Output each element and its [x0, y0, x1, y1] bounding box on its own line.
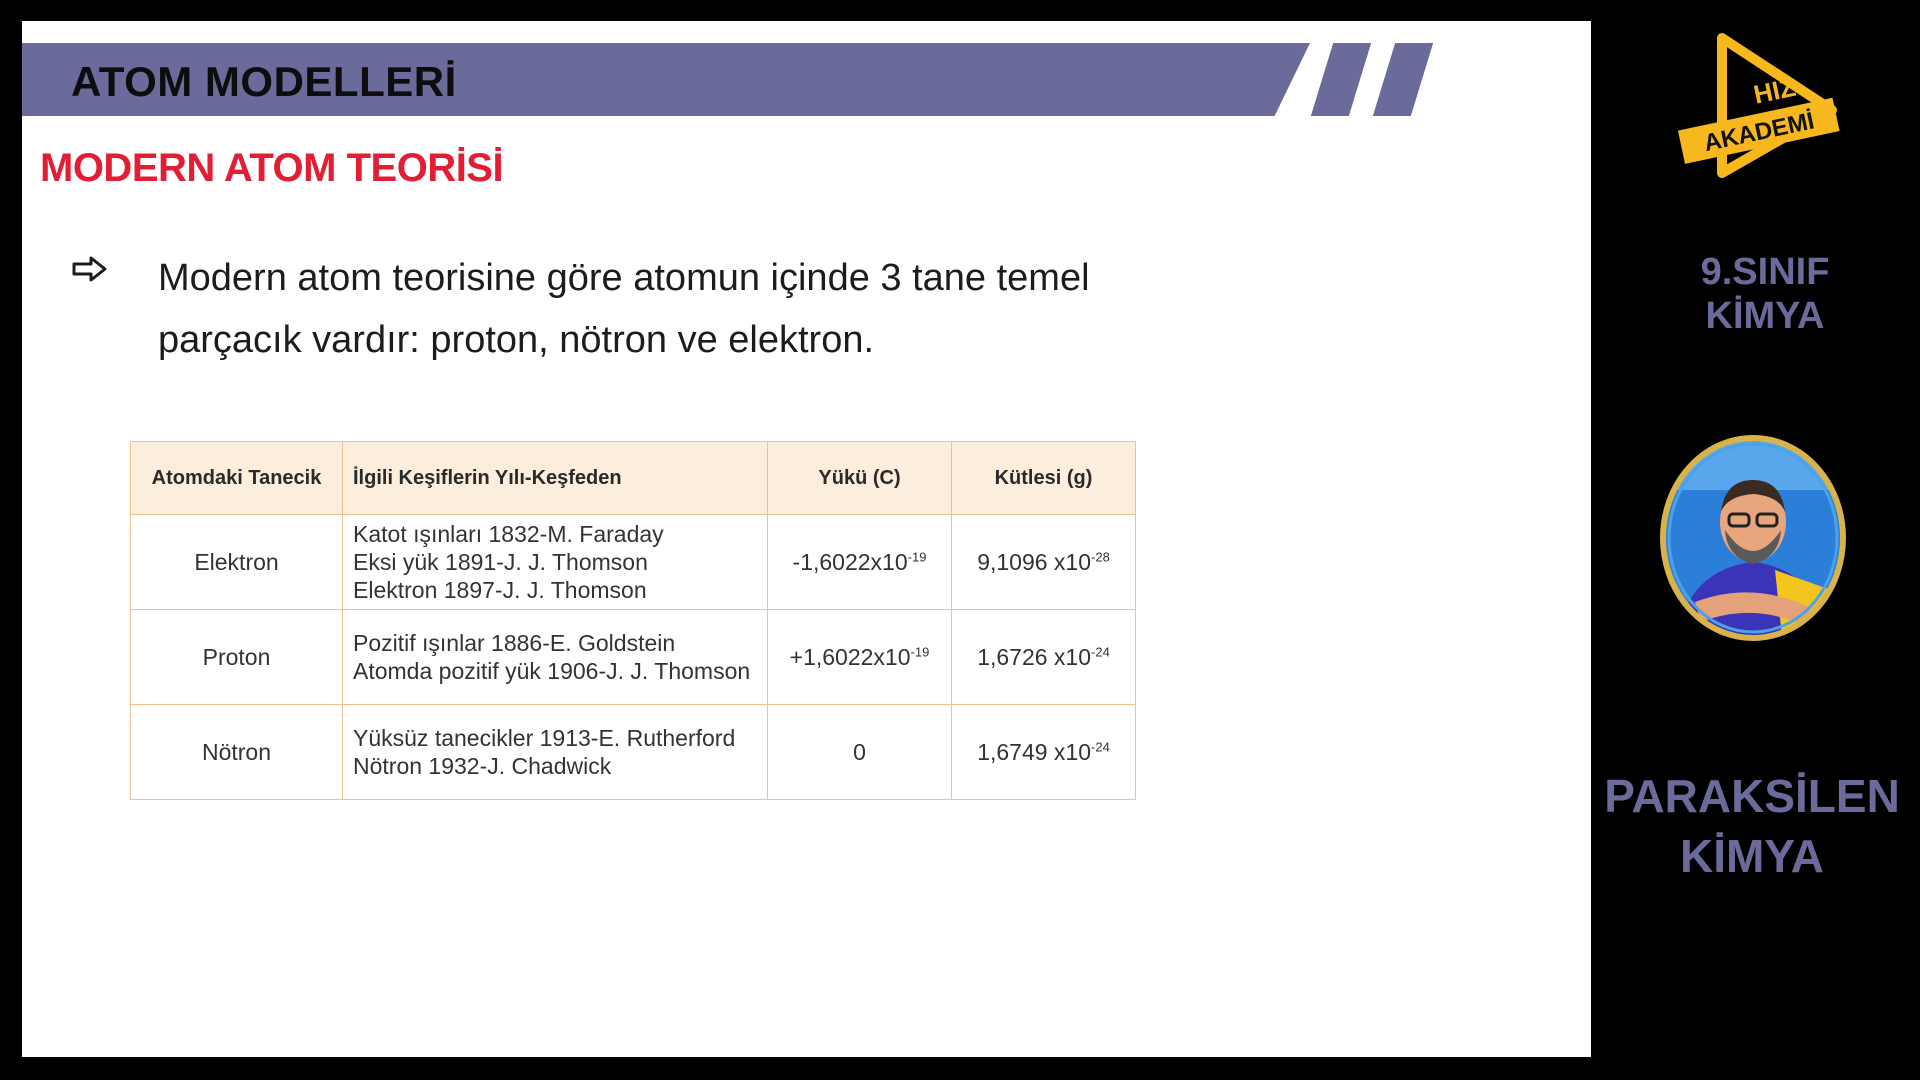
- discovery-item: Atomda pozitif yük 1906-J. J. Thomson: [353, 658, 751, 684]
- intro-line-1: Modern atom teorisine göre atomun içinde 3 tane temel: [158, 257, 1090, 299]
- charge-base: 0: [853, 739, 866, 765]
- grade-line-2: KİMYA: [1705, 295, 1825, 337]
- section-title: MODERN ATOM TEORİSİ: [40, 146, 504, 190]
- grade-line-1: 9.SINIF: [1700, 251, 1830, 293]
- banner-stripe: [1311, 43, 1371, 116]
- discovery-item: Katot ışınları 1832-M. Faraday: [353, 521, 664, 547]
- grade-label: [1640, 250, 1890, 338]
- table-row-electron: [131, 515, 1136, 610]
- header-particle: Atomdaki Tanecik: [131, 442, 343, 515]
- arrow-right-icon: [72, 255, 108, 283]
- banner-stripe: [1373, 43, 1433, 116]
- particles-table: [130, 441, 1136, 800]
- mass-cell: [952, 515, 1136, 610]
- intro-text: [158, 247, 1272, 371]
- discovery-item: Nötron 1932-J. Chadwick: [353, 753, 612, 779]
- charge-exponent: -19: [910, 644, 930, 660]
- presentation-slide: [22, 21, 1591, 1057]
- intro-line-2: parçacık vardır: proton, nötron ve elektron.: [158, 319, 875, 361]
- charge-exponent: -19: [907, 549, 927, 565]
- charge-cell: [768, 515, 952, 610]
- mass-base: 9,1096 x10: [977, 549, 1092, 575]
- logo-text-hiz: HIZ: [1750, 71, 1799, 110]
- intro-bullet: [72, 247, 1272, 371]
- header-mass: Kütlesi (g): [952, 442, 1136, 515]
- discovery-item: Eksi yük 1891-J. J. Thomson: [353, 549, 648, 575]
- hiz-akademi-logo: [1672, 28, 1844, 178]
- mass-exponent: -24: [1091, 644, 1110, 660]
- brand-label: [1592, 766, 1912, 886]
- discoveries-cell: [343, 705, 768, 800]
- banner-title: ATOM MODELLERİ: [71, 58, 457, 105]
- discovery-item: Elektron 1897-J. J. Thomson: [353, 577, 647, 603]
- mass-exponent: -28: [1091, 549, 1110, 565]
- table-row-neutron: [131, 705, 1136, 800]
- table-header-row: [131, 442, 1136, 515]
- discoveries-cell: [343, 515, 768, 610]
- brand-line-1: PARAKSİLEN: [1604, 770, 1900, 822]
- mass-cell: [952, 610, 1136, 705]
- discoveries-cell: [343, 610, 768, 705]
- charge-base: +1,6022x10: [789, 644, 911, 670]
- brand-line-2: KİMYA: [1680, 830, 1824, 882]
- particle-name: Elektron: [131, 515, 343, 610]
- mass-exponent: -24: [1091, 739, 1110, 755]
- mass-base: 1,6749 x10: [977, 739, 1092, 765]
- presenter-avatar: [1655, 430, 1851, 646]
- particle-name: Nötron: [131, 705, 343, 800]
- particle-name: Proton: [131, 610, 343, 705]
- header-charge: Yükü (C): [768, 442, 952, 515]
- charge-base: -1,6022x10: [792, 549, 908, 575]
- charge-cell: [768, 705, 952, 800]
- discovery-item: Yüksüz tanecikler 1913-E. Rutherford: [353, 725, 736, 751]
- header-discoveries: İlgili Keşiflerin Yılı-Keşfeden: [343, 442, 768, 515]
- logo-text-akademi: AKADEMİ: [1701, 107, 1817, 158]
- charge-cell: [768, 610, 952, 705]
- table-row-proton: [131, 610, 1136, 705]
- discovery-item: Pozitif ışınlar 1886-E. Goldstein: [353, 630, 676, 656]
- mass-base: 1,6726 x10: [977, 644, 1092, 670]
- mass-cell: [952, 705, 1136, 800]
